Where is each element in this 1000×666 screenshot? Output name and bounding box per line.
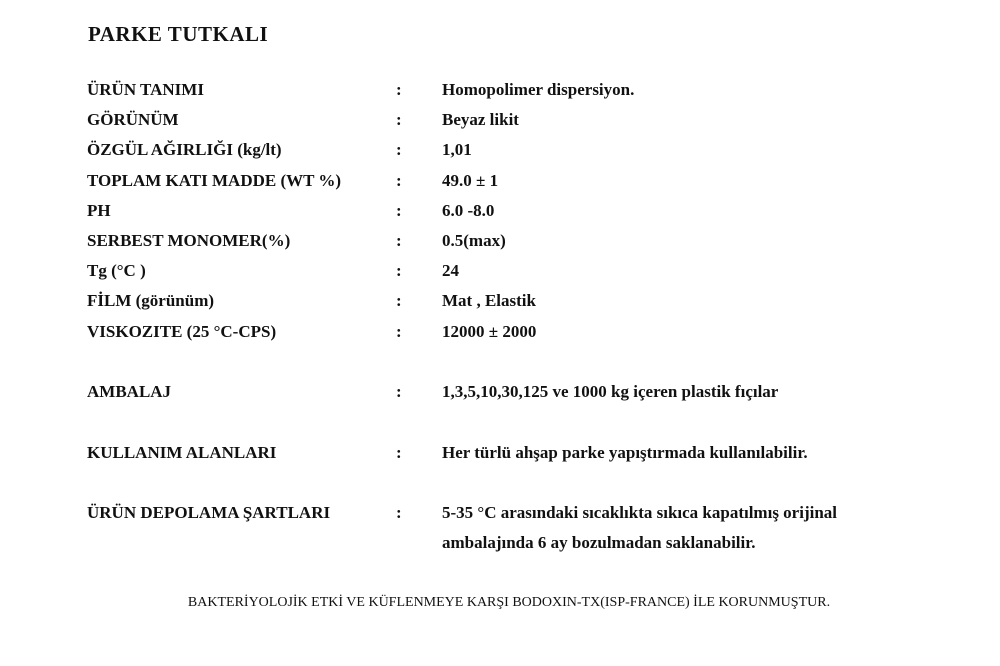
- document-title: PARKE TUTKALI: [88, 22, 269, 46]
- property-value: Beyaz likit: [442, 110, 519, 129]
- property-label: ÜRÜN DEPOLAMA ŞARTLARI: [87, 503, 331, 522]
- property-separator: :: [396, 110, 402, 129]
- property-separator: :: [396, 80, 402, 99]
- property-row-gorunum: [0, 110, 1000, 140]
- property-label: KULLANIM ALANLARI: [87, 443, 277, 462]
- property-separator: :: [396, 291, 402, 310]
- property-row-ambalaj: [0, 382, 1000, 412]
- property-label: Tg (°C ): [87, 261, 146, 280]
- footnote: BAKTERİYOLOJİK ETKİ VE KÜFLENMEYE KARŞI BODOXIN-TX(ISP-FRANCE) İLE KORUNMUŞTUR.: [187, 595, 831, 610]
- property-row-toplam-kati-madde: [0, 171, 1000, 201]
- property-label: TOPLAM KATI MADDE (WT %): [87, 171, 342, 190]
- property-row-film: [0, 291, 1000, 321]
- property-label: FİLM (görünüm): [87, 291, 215, 310]
- property-separator: :: [396, 322, 402, 341]
- property-label: ÖZGÜL AĞIRLIĞI (kg/lt): [87, 140, 282, 159]
- property-row-serbest-monomer: [0, 231, 1000, 261]
- property-row-depolama-sartlari: [0, 503, 1000, 533]
- property-value: Homopolimer dispersiyon.: [442, 80, 635, 99]
- property-separator: :: [396, 201, 402, 220]
- property-label: GÖRÜNÜM: [87, 110, 179, 129]
- property-value: 49.0 ± 1: [442, 171, 499, 190]
- property-row-viskozite: [0, 322, 1000, 352]
- property-label: VISKOZITE (25 °C-CPS): [87, 322, 277, 341]
- property-value: 1,3,5,10,30,125 ve 1000 kg içeren plastik fıçılar: [442, 382, 779, 401]
- property-separator: :: [396, 231, 402, 250]
- property-label: PH: [87, 201, 111, 220]
- property-separator: :: [396, 443, 402, 462]
- property-label: AMBALAJ: [87, 382, 172, 401]
- property-row-tg: [0, 261, 1000, 291]
- property-separator: :: [396, 140, 402, 159]
- property-label: ÜRÜN TANIMI: [87, 80, 204, 99]
- property-value: 12000 ± 2000: [442, 322, 537, 341]
- property-value: 1,01: [442, 140, 472, 159]
- property-row-ph: [0, 201, 1000, 231]
- property-separator: :: [396, 261, 402, 280]
- property-value: 0.5(max): [442, 231, 506, 250]
- property-separator: :: [396, 503, 402, 522]
- property-row-kullanim-alanlari: [0, 443, 1000, 473]
- property-row-ozgul-agirligi: [0, 140, 1000, 170]
- property-value: 24: [442, 261, 459, 280]
- property-value: 5-35 °C arasındaki sıcaklıkta sıkıca kapatılmış orijinal: [442, 503, 838, 522]
- property-value-continuation: ambalajında 6 ay bozulmadan saklanabilir.: [442, 533, 756, 552]
- property-value: Her türlü ahşap parke yapıştırmada kullanılabilir.: [442, 443, 808, 462]
- property-row-urun-tanimi: [0, 80, 1000, 110]
- property-label: SERBEST MONOMER(%): [87, 231, 291, 250]
- property-value: Mat , Elastik: [442, 291, 536, 310]
- property-value: 6.0 -8.0: [442, 201, 495, 220]
- property-separator: :: [396, 171, 402, 190]
- property-separator: :: [396, 382, 402, 401]
